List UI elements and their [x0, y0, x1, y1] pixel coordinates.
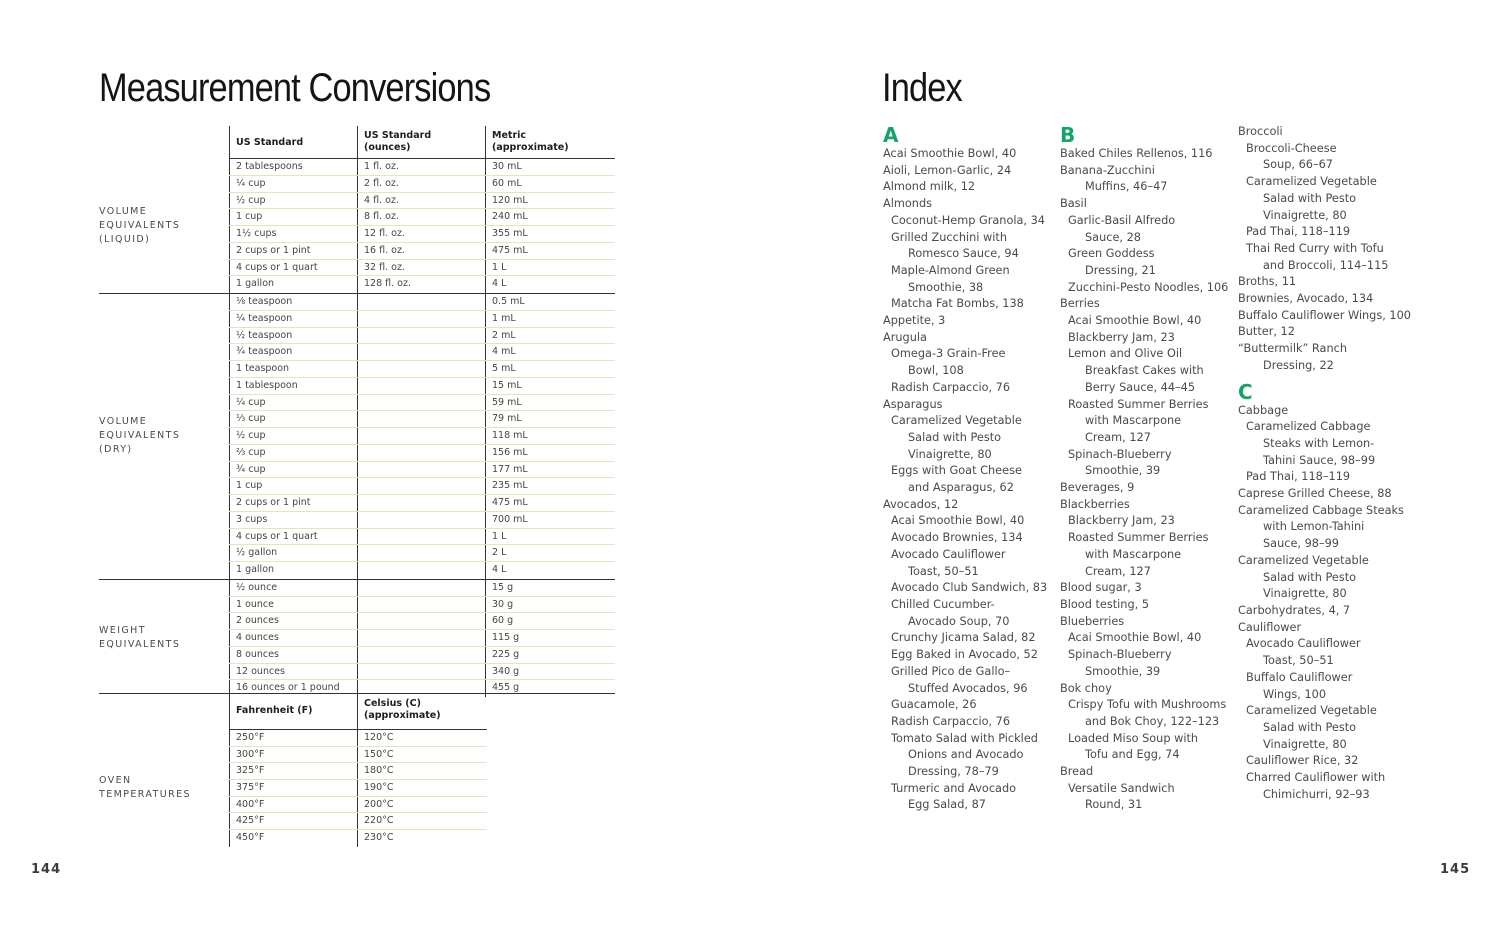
index-entry: Vinaigrette, 80	[1263, 587, 1347, 601]
header-fahrenheit: Fahrenheit (F)	[229, 694, 357, 730]
table-cell: 32 fl. oz.	[357, 260, 485, 276]
table-cell: 59 mL	[485, 395, 615, 411]
index-entry: Coconut-Hemp Granola, 34	[891, 213, 1045, 227]
table-row	[229, 529, 615, 546]
index-entry: Acai Smoothie Bowl, 40	[1068, 314, 1202, 328]
index-entry: Broths, 11	[1238, 275, 1297, 289]
table-cell	[357, 344, 485, 360]
table-row	[229, 243, 615, 260]
index-entry: Crunchy Jicama Salad, 82	[891, 631, 1036, 645]
table-cell: ¼ cup	[229, 176, 357, 192]
index-entry: Arugula	[883, 330, 927, 344]
index-entry: Vinaigrette, 80	[1263, 737, 1347, 751]
index-entry: Butter, 12	[1238, 325, 1295, 339]
index-entry: Matcha Fat Bombs, 138	[891, 297, 1024, 311]
index-entry: and Asparagus, 62	[908, 481, 1014, 495]
index-entry: Grilled Zucchini with	[891, 230, 1008, 244]
index-entry: Vinaigrette, 80	[908, 447, 992, 461]
table-row	[229, 613, 615, 630]
table-row	[229, 478, 615, 495]
index-entry: Lemon and Olive Oil	[1068, 347, 1183, 361]
index-entry: Caramelized Cabbage Steaks	[1238, 503, 1404, 517]
table-cell: 375°F	[229, 780, 357, 796]
index-entry: Avocados, 12	[883, 497, 959, 511]
table-cell: 250°F	[229, 730, 357, 746]
table-cell: 2 mL	[485, 328, 615, 344]
table-row	[229, 647, 615, 664]
index-entry: Green Goddess	[1068, 247, 1155, 261]
index-entry: Caramelized Cabbage	[1246, 420, 1371, 434]
index-entry: Blueberries	[1060, 614, 1125, 628]
index-entry: Tahini Sauce, 98–99	[1263, 453, 1376, 467]
index-entry: Radish Carpaccio, 76	[891, 714, 1011, 728]
index-entry: Almond milk, 12	[883, 180, 976, 194]
index-entry: Egg Salad, 87	[908, 798, 986, 812]
index-entry: Baked Chiles Rellenos, 116	[1060, 147, 1213, 160]
index-entry: with Mascarpone	[1085, 414, 1182, 428]
table-section	[99, 293, 615, 579]
table-cell: 120°C	[357, 730, 487, 746]
header-us-ounces: US Standard (ounces)	[357, 126, 485, 159]
table-cell: ½ ounce	[229, 580, 357, 596]
table-cell: 455 g	[485, 680, 615, 697]
table-cell: 128 fl. oz.	[357, 276, 485, 293]
table-cell: ¾ teaspoon	[229, 344, 357, 360]
conversion-table	[99, 126, 615, 697]
table-cell: 225 g	[485, 647, 615, 663]
index-entry: Asparagus	[883, 397, 943, 411]
table-row	[229, 445, 615, 462]
table-cell	[357, 445, 485, 461]
section-label-oven: OVEN TEMPERATURES	[99, 775, 191, 801]
table-cell	[357, 495, 485, 511]
index-entry: Stuffed Avocados, 96	[908, 681, 1028, 695]
table-cell	[357, 462, 485, 478]
index-entry: Bowl, 108	[908, 364, 964, 378]
table-cell	[357, 311, 485, 327]
index-entry: Blackberry Jam, 23	[1068, 514, 1175, 528]
table-cell: ⅛ teaspoon	[229, 294, 357, 310]
index-entry: Blackberry Jam, 23	[1068, 330, 1175, 344]
table-row	[229, 813, 487, 830]
table-cell: 12 ounces	[229, 664, 357, 680]
table-cell: 1 ounce	[229, 597, 357, 613]
table-cell	[357, 613, 485, 629]
table-body	[99, 159, 615, 697]
index-entry: Blood sugar, 3	[1060, 581, 1142, 595]
index-entry: Avocado Club Sandwich, 83	[891, 581, 1048, 595]
index-entry: Zucchini-Pesto Noodles, 106	[1068, 280, 1229, 294]
table-row	[229, 763, 487, 780]
page-number-right: 145	[1440, 862, 1471, 877]
index-entry: Caramelized Vegetable	[891, 414, 1022, 428]
index-entry: Salad with Pesto	[908, 430, 1002, 444]
index-entry: Brownies, Avocado, 134	[1238, 292, 1374, 306]
index-entry: Appetite, 3	[883, 314, 946, 328]
table-cell	[357, 428, 485, 444]
table-cell: 8 fl. oz.	[357, 209, 485, 225]
index-entry: Soup, 66–67	[1263, 158, 1333, 172]
table-cell: 4 ounces	[229, 630, 357, 646]
index-entry: Spinach-Blueberry	[1068, 648, 1172, 662]
table-cell: ⅓ cup	[229, 411, 357, 427]
table-row	[229, 730, 487, 747]
table-section	[99, 579, 615, 697]
table-cell: 120 mL	[485, 193, 615, 209]
index-entry: Breakfast Cakes with	[1085, 364, 1204, 378]
table-cell: 177 mL	[485, 462, 615, 478]
index-entry: and Broccoli, 114–115	[1263, 258, 1389, 272]
index-column-1	[883, 124, 1058, 814]
table-cell: ½ gallon	[229, 545, 357, 561]
page-title-index: Index	[882, 66, 962, 110]
index-entry: Maple-Almond Green	[891, 263, 1010, 277]
index-entry: Cauliflower	[1238, 620, 1302, 634]
table-row	[229, 209, 615, 226]
table-row	[229, 276, 615, 293]
index-entry: Caramelized Vegetable	[1246, 175, 1377, 189]
table-cell	[357, 328, 485, 344]
index-entry: Banana-Zucchini	[1060, 163, 1155, 177]
table-cell: 4 L	[485, 276, 615, 293]
index-entry: Caramelized Vegetable	[1246, 704, 1377, 718]
table-cell: 1 cup	[229, 478, 357, 494]
table-cell: ½ cup	[229, 428, 357, 444]
index-entry: Chimichurri, 92–93	[1263, 787, 1370, 801]
index-entry: Beverages, 9	[1060, 481, 1135, 495]
table-row	[229, 411, 615, 428]
table-cell: 15 g	[485, 580, 615, 596]
index-entry: Radish Carpaccio, 76	[891, 380, 1011, 394]
table-row	[229, 395, 615, 412]
table-row	[229, 361, 615, 378]
index-entry: Tomato Salad with Pickled	[891, 731, 1038, 745]
table-cell: ½ cup	[229, 193, 357, 209]
oven-rows	[229, 730, 487, 847]
table-cell	[357, 512, 485, 528]
table-cell: 2 cups or 1 pint	[229, 495, 357, 511]
index-entry: Avocado Cauliflower	[1246, 637, 1361, 651]
table-cell: 400°F	[229, 797, 357, 813]
table-cell: ¼ teaspoon	[229, 311, 357, 327]
index-entry: Roasted Summer Berries	[1068, 397, 1209, 411]
table-cell: ¼ cup	[229, 395, 357, 411]
index-entry: Thai Red Curry with Tofu	[1246, 241, 1384, 255]
table-cell: 1 tablespoon	[229, 378, 357, 394]
table-cell: 220°C	[357, 813, 487, 829]
table-row	[229, 797, 487, 814]
table-cell: 235 mL	[485, 478, 615, 494]
table-cell: 4 cups or 1 quart	[229, 529, 357, 545]
table-row	[229, 226, 615, 243]
header-us-standard: US Standard	[229, 126, 357, 159]
table-cell: 700 mL	[485, 512, 615, 528]
index-entry: Charred Cauliflower with	[1246, 771, 1386, 785]
table-cell: 450°F	[229, 830, 357, 847]
table-cell: 60 g	[485, 613, 615, 629]
table-cell: 5 mL	[485, 361, 615, 377]
index-entry: Turmeric and Avocado	[891, 781, 1017, 795]
index-entry: Smoothie, 38	[908, 280, 984, 294]
section-label: VOLUME EQUIVALENTS (DRY)	[99, 416, 181, 456]
header-celsius: Celsius (C) (approximate)	[357, 694, 487, 730]
table-cell: 12 fl. oz.	[357, 226, 485, 242]
index-entry: Salad with Pesto	[1263, 720, 1357, 734]
table-cell: 0.5 mL	[485, 294, 615, 310]
index-entry: Aioli, Lemon-Garlic, 24	[883, 163, 1012, 177]
table-section	[99, 159, 615, 293]
table-cell: 190°C	[357, 780, 487, 796]
index-entry: Blackberries	[1060, 497, 1130, 511]
table-row	[229, 344, 615, 361]
index-column-3	[1238, 124, 1413, 803]
table-cell: 30 g	[485, 597, 615, 613]
table-cell: 1½ cups	[229, 226, 357, 242]
index-column-2	[1060, 124, 1235, 814]
index-entry: Bok choy	[1060, 681, 1112, 695]
index-entry: Smoothie, 39	[1085, 464, 1161, 478]
index-entry: with Lemon-Tahini	[1263, 520, 1365, 534]
table-cell: 425°F	[229, 813, 357, 829]
section-label: VOLUME EQUIVALENTS (LIQUID)	[99, 206, 181, 245]
section-rows	[229, 159, 615, 293]
table-row	[229, 512, 615, 529]
table-row	[229, 176, 615, 193]
table-cell: 1 L	[485, 529, 615, 545]
index-entry: Loaded Miso Soup with	[1068, 731, 1199, 745]
index-letter-heading: B	[1060, 123, 1076, 147]
index-entry: Sauce, 28	[1085, 230, 1141, 244]
index-entry: Avocado Soup, 70	[908, 614, 1010, 628]
table-cell: 8 ounces	[229, 647, 357, 663]
index-entry: Broccoli-Cheese	[1246, 141, 1337, 155]
index-entry: Broccoli	[1238, 125, 1283, 138]
table-cell: 156 mL	[485, 445, 615, 461]
table-cell: 16 ounces or 1 pound	[229, 680, 357, 697]
index-entry: Caramelized Vegetable	[1238, 553, 1369, 567]
table-cell: 2 cups or 1 pint	[229, 243, 357, 259]
table-cell: 240 mL	[485, 209, 615, 225]
index-entry: Cabbage	[1238, 403, 1289, 417]
index-entry: Bread	[1060, 765, 1094, 779]
table-cell	[357, 294, 485, 310]
index-entry: Omega-3 Grain-Free	[891, 347, 1006, 361]
table-row	[229, 495, 615, 512]
section-label: WEIGHT EQUIVALENTS	[99, 625, 181, 651]
table-cell: 325°F	[229, 763, 357, 779]
table-cell	[357, 562, 485, 579]
index-entry: Steaks with Lemon-	[1263, 436, 1375, 450]
table-cell	[357, 630, 485, 646]
table-cell: 475 mL	[485, 243, 615, 259]
index-entry: Cream, 127	[1085, 564, 1151, 578]
table-row	[229, 328, 615, 345]
index-entry: Caprese Grilled Cheese, 88	[1238, 487, 1392, 501]
table-cell: 1 cup	[229, 209, 357, 225]
table-cell	[357, 411, 485, 427]
table-row	[229, 830, 487, 847]
table-cell: 60 mL	[485, 176, 615, 192]
index-entry: Sauce, 98–99	[1263, 537, 1339, 551]
table-cell: 150°C	[357, 747, 487, 763]
table-row	[229, 664, 615, 681]
index-entry: Dressing, 78–79	[908, 765, 999, 779]
table-row	[229, 378, 615, 395]
table-row	[229, 260, 615, 277]
index-entry: Eggs with Goat Cheese	[891, 464, 1022, 478]
table-cell: 1 L	[485, 260, 615, 276]
index-entry: Roasted Summer Berries	[1068, 531, 1209, 545]
index-entry: Crispy Tofu with Mushrooms	[1068, 698, 1227, 712]
index-entry: Guacamole, 26	[891, 698, 977, 712]
index-entry: Cauliflower Rice, 32	[1246, 754, 1359, 768]
table-row	[229, 311, 615, 328]
index-entry: Romesco Sauce, 94	[908, 247, 1019, 261]
table-cell	[357, 378, 485, 394]
index-entry: Dressing, 22	[1263, 358, 1334, 372]
table-cell	[357, 647, 485, 663]
index-entry: Avocado Cauliflower	[891, 547, 1006, 561]
table-cell: 16 fl. oz.	[357, 243, 485, 259]
table-cell	[357, 664, 485, 680]
table-row	[229, 159, 615, 176]
table-cell: ½ teaspoon	[229, 328, 357, 344]
table-row	[229, 780, 487, 797]
table-cell: 230°C	[357, 830, 487, 847]
table-cell	[357, 478, 485, 494]
table-row	[229, 462, 615, 479]
index-entry: Berry Sauce, 44–45	[1085, 380, 1196, 394]
index-entry: Berries	[1060, 297, 1100, 311]
table-cell: 1 gallon	[229, 562, 357, 579]
index-entry: Smoothie, 39	[1085, 664, 1161, 678]
index-entry: Buffalo Cauliflower Wings, 100	[1238, 308, 1411, 322]
table-cell: 180°C	[357, 763, 487, 779]
table-cell: 4 L	[485, 562, 615, 579]
table-cell	[357, 529, 485, 545]
index-entry: Almonds	[883, 197, 932, 211]
table-cell: 1 teaspoon	[229, 361, 357, 377]
index-entry: with Mascarpone	[1085, 547, 1182, 561]
table-cell: 15 mL	[485, 378, 615, 394]
table-cell: 4 mL	[485, 344, 615, 360]
table-cell: 475 mL	[485, 495, 615, 511]
table-row	[229, 580, 615, 597]
oven-table-header	[99, 694, 487, 730]
index-letter-heading: C	[1238, 379, 1253, 404]
oven-temperature-table	[99, 730, 487, 847]
table-cell: 30 mL	[485, 159, 615, 175]
table-cell: 3 cups	[229, 512, 357, 528]
table-cell: 2 L	[485, 545, 615, 561]
table-row	[229, 597, 615, 614]
index-entry: Pad Thai, 118–119	[1246, 470, 1351, 484]
table-cell	[357, 580, 485, 596]
index-entry: Dressing, 21	[1085, 263, 1156, 277]
table-cell: 2 tablespoons	[229, 159, 357, 175]
index-entry: Blood testing, 5	[1060, 597, 1150, 611]
table-cell: 2 fl. oz.	[357, 176, 485, 192]
table-cell: 200°C	[357, 797, 487, 813]
index-entry: Round, 31	[1085, 798, 1143, 812]
table-cell: 1 mL	[485, 311, 615, 327]
oven-section	[99, 730, 487, 847]
index-entry: Salad with Pesto	[1263, 570, 1357, 584]
table-cell: 300°F	[229, 747, 357, 763]
table-row	[229, 294, 615, 311]
table-cell	[357, 361, 485, 377]
index-entry: and Bok Choy, 122–123	[1085, 714, 1220, 728]
index-entry: Egg Baked in Avocado, 52	[891, 648, 1038, 662]
index-entry: Acai Smoothie Bowl, 40	[891, 514, 1025, 528]
section-rows	[229, 580, 615, 697]
index-entry: Grilled Pico de Gallo–	[891, 664, 1011, 678]
index-entry: Pad Thai, 118–119	[1246, 225, 1351, 239]
table-cell: 79 mL	[485, 411, 615, 427]
table-cell: 1 fl. oz.	[357, 159, 485, 175]
table-cell: 340 g	[485, 664, 615, 680]
index-entry: Vinaigrette, 80	[1263, 208, 1347, 222]
index-entry: Salad with Pesto	[1263, 191, 1357, 205]
page-title-conversions: Measurement Conversions	[99, 66, 491, 110]
index-entry: Versatile Sandwich	[1068, 781, 1175, 795]
table-cell	[357, 395, 485, 411]
table-cell: 115 g	[485, 630, 615, 646]
index-entry: Carbohydrates, 4, 7	[1238, 603, 1351, 617]
index-entry: Wings, 100	[1263, 687, 1327, 701]
table-cell: 118 mL	[485, 428, 615, 444]
index-entry: Toast, 50–51	[908, 564, 979, 578]
index-entry: Cream, 127	[1085, 430, 1151, 444]
index-entry: Garlic-Basil Alfredo	[1068, 213, 1176, 227]
index-entry: Avocado Brownies, 134	[891, 531, 1023, 545]
index-entry: Spinach-Blueberry	[1068, 447, 1172, 461]
table-cell	[357, 545, 485, 561]
table-row	[229, 545, 615, 562]
table-cell: ¾ cup	[229, 462, 357, 478]
table-cell: 4 cups or 1 quart	[229, 260, 357, 276]
table-row	[229, 193, 615, 210]
index-entry: Muffins, 46–47	[1085, 180, 1168, 194]
index-entry: Acai Smoothie Bowl, 40	[883, 147, 1017, 160]
index-letter-heading: A	[883, 123, 899, 147]
index-entry: Onions and Avocado	[908, 748, 1024, 762]
index-entry: Toast, 50–51	[1263, 654, 1334, 668]
table-row	[229, 747, 487, 764]
index-entry: Tofu and Egg, 74	[1085, 748, 1180, 762]
table-cell: 1 gallon	[229, 276, 357, 293]
table-cell: ⅔ cup	[229, 445, 357, 461]
index-entry: Buffalo Cauliflower	[1246, 670, 1353, 684]
index-entry: Acai Smoothie Bowl, 40	[1068, 631, 1202, 645]
table-cell: 4 fl. oz.	[357, 193, 485, 209]
header-metric: Metric (approximate)	[485, 126, 615, 159]
table-cell: 2 ounces	[229, 613, 357, 629]
section-rows	[229, 294, 615, 579]
table-cell	[357, 597, 485, 613]
index-entry: Basil	[1060, 197, 1087, 211]
table-row	[229, 562, 615, 579]
table-header	[99, 126, 615, 159]
table-cell: 355 mL	[485, 226, 615, 242]
index-entry: Chilled Cucumber-	[891, 597, 995, 611]
index-entry: “Buttermilk” Ranch	[1238, 342, 1347, 356]
table-row	[229, 428, 615, 445]
table-row	[229, 630, 615, 647]
page-number-left: 144	[31, 862, 62, 877]
